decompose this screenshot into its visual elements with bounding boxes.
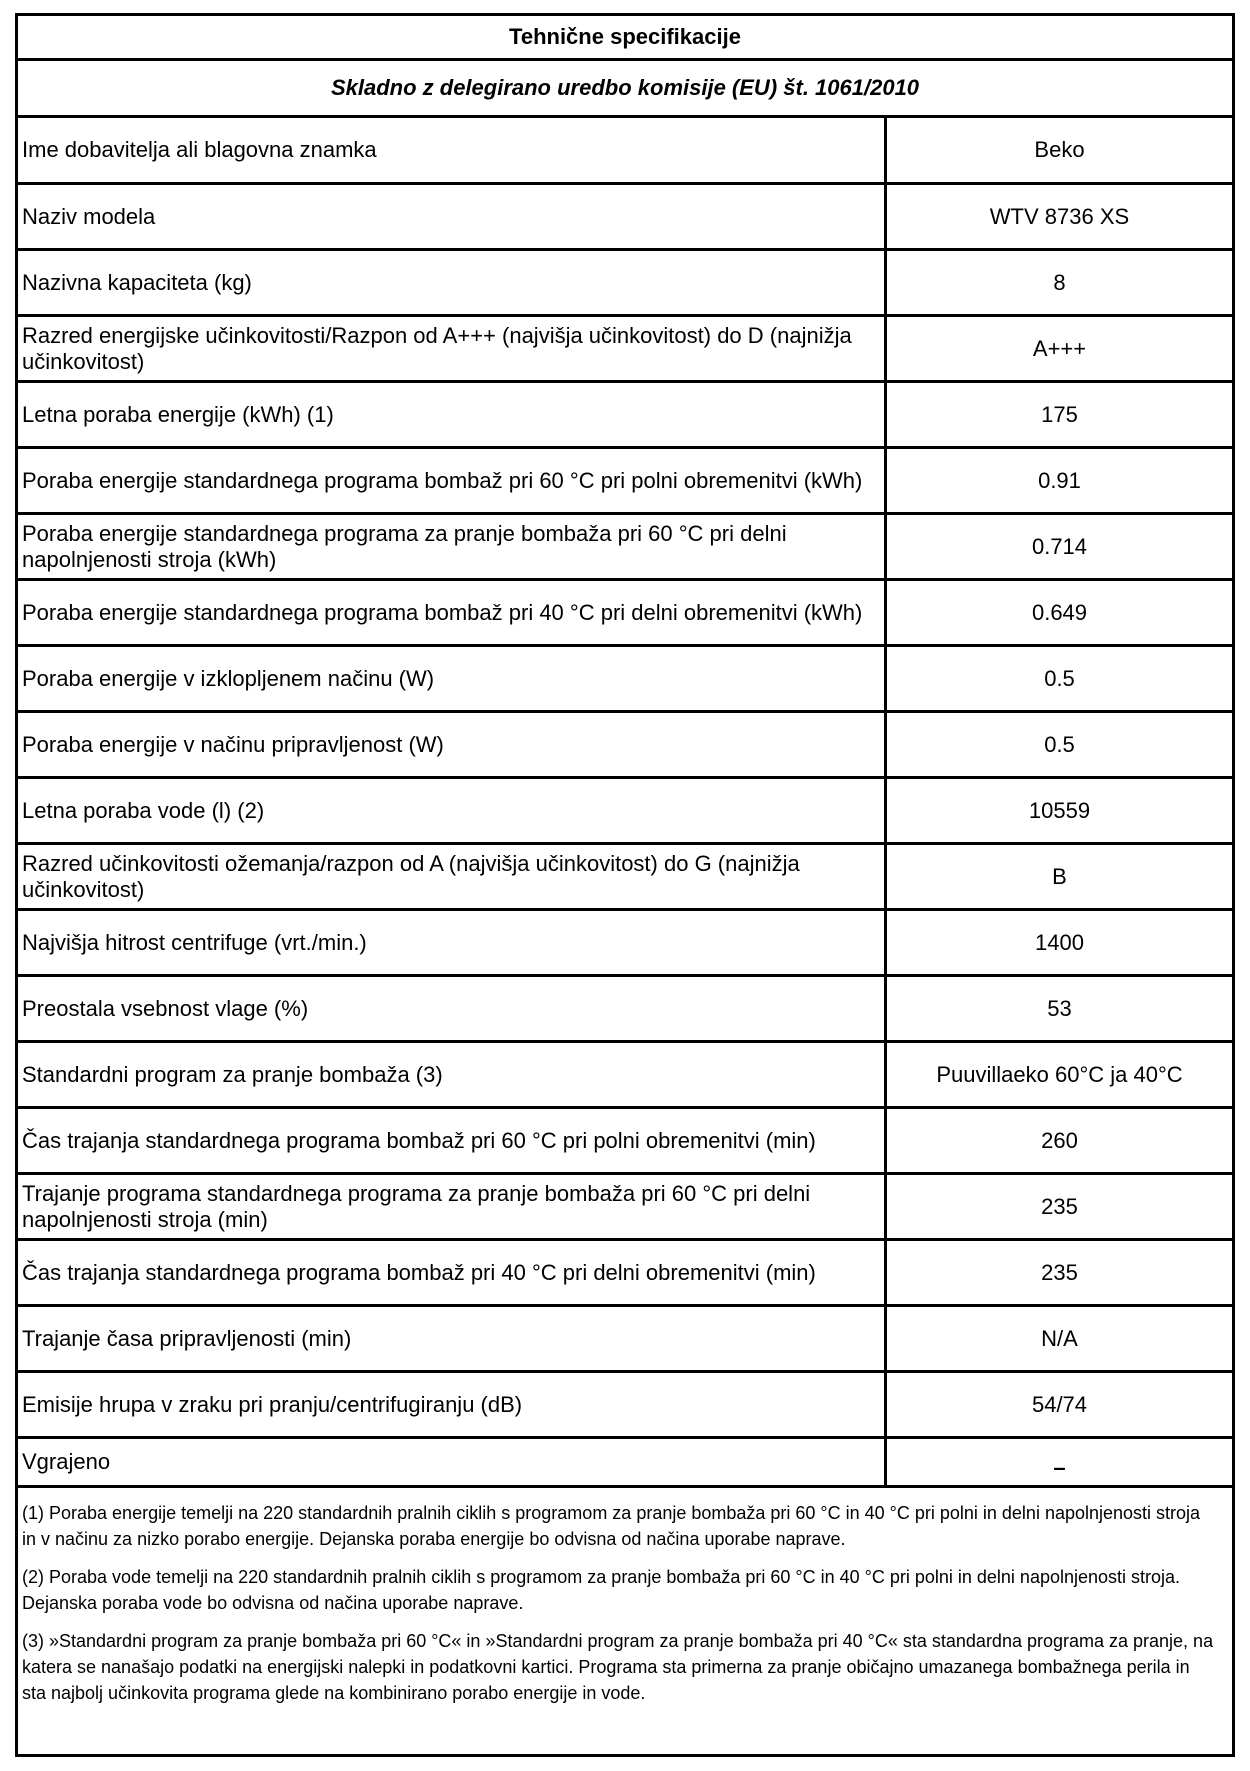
footnotes	[18, 1488, 1232, 1706]
spec-row	[18, 845, 1232, 911]
spec-value: 8	[1053, 269, 1066, 295]
spec-value: 54/74	[1031, 1391, 1088, 1417]
spec-label: Letna poraba energije (kWh) (1)	[18, 383, 887, 446]
spec-label: Poraba energije v izklopljenem načinu (W)	[18, 647, 887, 710]
spec-label: Ime dobavitelja ali blagovna znamka	[18, 118, 887, 182]
spec-row	[18, 317, 1232, 383]
spec-value: WTV 8736 XS	[989, 203, 1130, 229]
spec-label: Emisije hrupa v zraku pri pranju/centrifugiranju (dB)	[18, 1373, 887, 1436]
spec-value: 0.649	[1031, 599, 1088, 625]
spec-label: Najvišja hitrost centrifuge (vrt./min.)	[18, 911, 887, 974]
footnote: (1) Poraba energije temelji na 220 standardnih pralnih ciklih s programom za pranje bombaža pri 60 °C in 40 °C pri polni in delni napolnjenosti stroja in v načinu za nizko porabo energije. Dejanska poraba energije bo odvisna od načina uporabe naprave.	[22, 1503, 1201, 1549]
spec-row	[18, 118, 1232, 185]
spec-value: Beko	[1034, 137, 1085, 162]
spec-label: Razred učinkovitosti ožemanja/razpon od A (najvišja učinkovitost) do G (najnižja učinkovitost)	[18, 845, 887, 908]
spec-label: Trajanje programa standardnega programa za pranje bombaža pri 60 °C pri delni napolnjenosti stroja (min)	[18, 1175, 887, 1238]
spec-row	[18, 713, 1232, 779]
spec-value: 0.5	[1044, 665, 1075, 691]
spec-label: Standardni program za pranje bombaža (3)	[18, 1043, 887, 1106]
spec-row	[18, 1241, 1232, 1307]
spec-value: N/A	[1041, 1325, 1078, 1351]
spec-label: Vgrajeno	[18, 1439, 887, 1485]
spec-row	[18, 1109, 1232, 1175]
spec-row	[18, 185, 1232, 251]
spec-row	[18, 647, 1232, 713]
spec-value: 0.714	[1031, 533, 1088, 559]
spec-row	[18, 581, 1232, 647]
document-title: Tehnične specifikacije	[18, 16, 1232, 61]
spec-label: Poraba energije standardnega programa za pranje bombaža pri 60 °C pri delni napolnjenosti stroja (kWh)	[18, 515, 887, 578]
spec-row	[18, 1373, 1232, 1439]
spec-label: Trajanje časa pripravljenosti (min)	[18, 1307, 887, 1370]
spec-row	[18, 1175, 1232, 1241]
spec-label: Čas trajanja standardnega programa bombaž pri 60 °C pri polni obremenitvi (min)	[18, 1109, 887, 1172]
spec-row	[18, 251, 1232, 317]
spec-value: –	[1053, 1455, 1066, 1480]
spec-sheet	[15, 13, 1235, 1757]
spec-value: Puuvillaeko 60°C ja 40°C	[936, 1061, 1183, 1087]
spec-row	[18, 977, 1232, 1043]
spec-value: 1400	[1035, 929, 1084, 955]
spec-row	[18, 911, 1232, 977]
spec-value: 10559	[1028, 797, 1091, 823]
spec-row	[18, 1043, 1232, 1109]
spec-value: 235	[1041, 1193, 1078, 1219]
spec-value: 0.91	[1038, 467, 1081, 493]
spec-value: 175	[1041, 401, 1078, 427]
spec-label: Preostala vsebnost vlage (%)	[18, 977, 887, 1040]
spec-label: Razred energijske učinkovitosti/Razpon od A+++ (najvišja učinkovitost) do D (najnižja učinkovitost)	[18, 317, 887, 380]
spec-label: Nazivna kapaciteta (kg)	[18, 251, 887, 314]
spec-label: Poraba energije standardnega programa bombaž pri 60 °C pri polni obremenitvi (kWh)	[18, 449, 887, 512]
spec-value: 235	[1041, 1259, 1078, 1285]
spec-value: 53	[1047, 995, 1072, 1021]
spec-row	[18, 515, 1232, 581]
spec-row	[18, 779, 1232, 845]
spec-row	[18, 449, 1232, 515]
footnote: (3) »Standardni program za pranje bombaža pri 60 °C« in »Standardni program za pranje bombaža pri 40 °C« sta standardna programa za pranje, na katera se nanašajo podatki na energijski nalepki in podatkovni kartici. Programa sta primerna za pranje običajno umazanega bombažnega perila in sta najbolj učinkovita programa glede na kombinirano porabo energije in vode.	[22, 1631, 1214, 1703]
spec-row	[18, 1439, 1232, 1488]
document-subtitle: Skladno z delegirano uredbo komisije (EU) št. 1061/2010	[18, 61, 1232, 118]
spec-label: Čas trajanja standardnega programa bombaž pri 40 °C pri delni obremenitvi (min)	[18, 1241, 887, 1304]
spec-value: A+++	[1032, 335, 1087, 361]
spec-value: B	[1052, 863, 1067, 889]
spec-value: 260	[1041, 1127, 1078, 1153]
spec-label: Naziv modela	[18, 185, 887, 248]
spec-label: Poraba energije v načinu pripravljenost (W)	[18, 713, 887, 776]
spec-row	[18, 383, 1232, 449]
spec-value: 0.5	[1044, 731, 1075, 757]
spec-label: Poraba energije standardnega programa bombaž pri 40 °C pri delni obremenitvi (kWh)	[18, 581, 887, 644]
spec-row	[18, 1307, 1232, 1373]
footnote: (2) Poraba vode temelji na 220 standardnih pralnih ciklih s programom za pranje bombaža pri 60 °C in 40 °C pri polni in delni napolnjenosti stroja. Dejanska poraba vode bo odvisna od načina uporabe naprave.	[22, 1567, 1181, 1613]
spec-label: Letna poraba vode (l) (2)	[18, 779, 887, 842]
